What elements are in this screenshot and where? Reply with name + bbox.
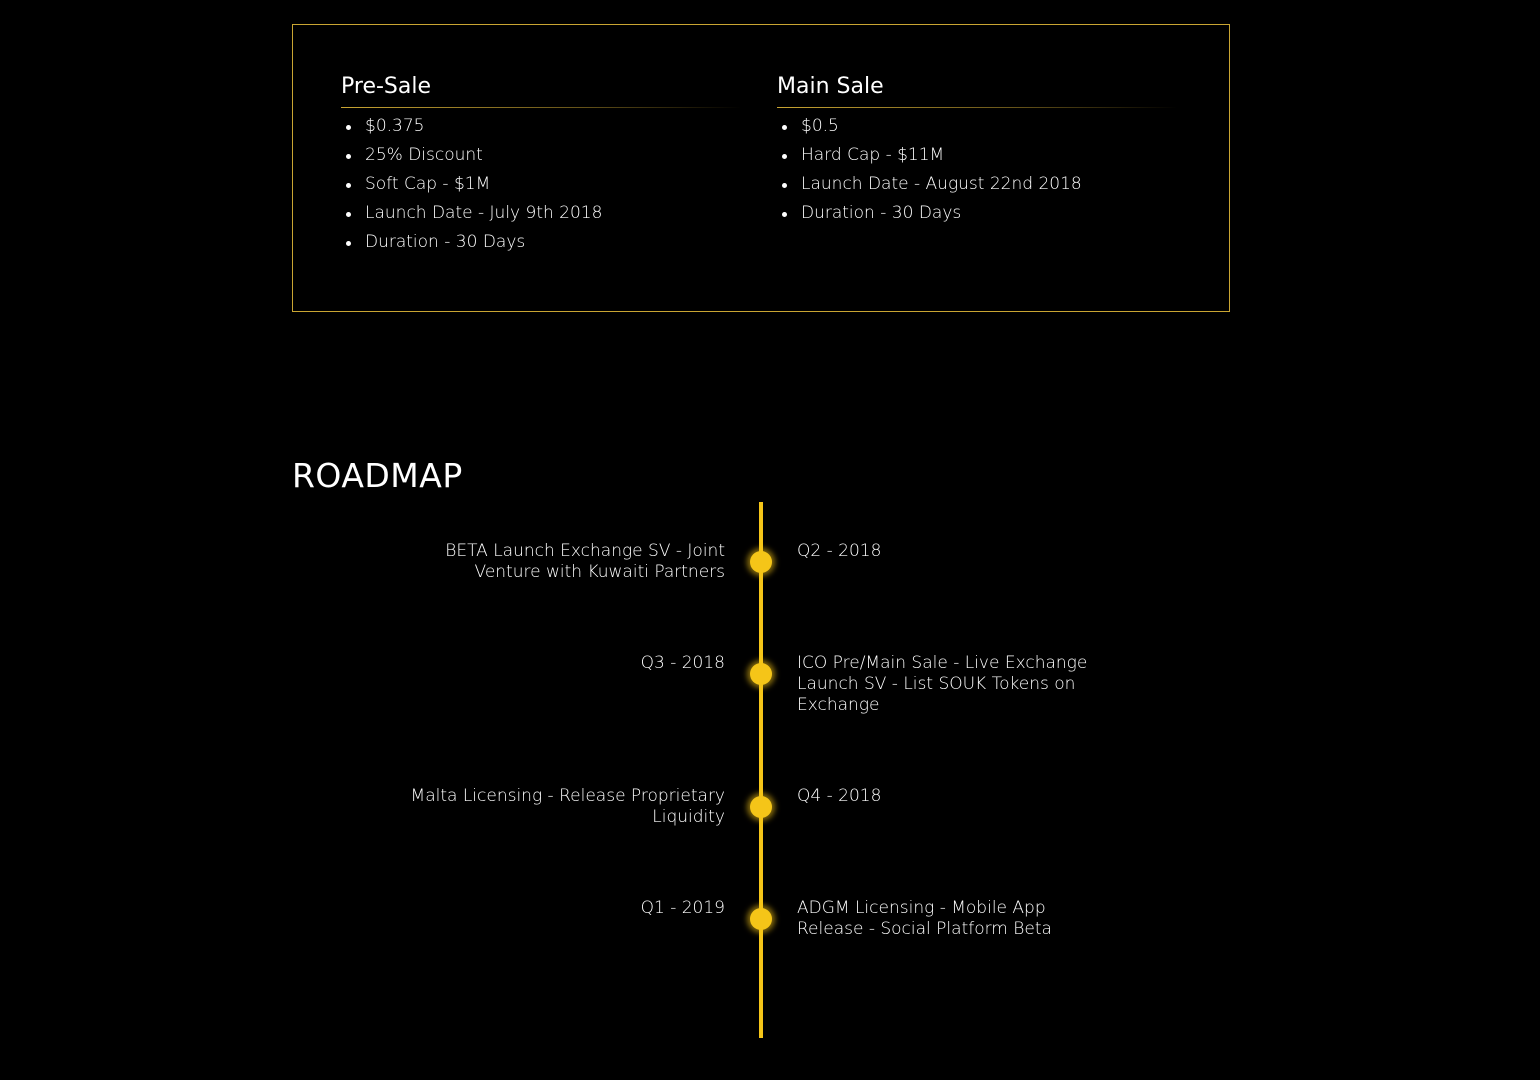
presale-item-duration: Duration - 30 Days [341, 228, 741, 257]
presale-list [341, 112, 741, 257]
mainsale-item-duration: Duration - 30 Days [777, 199, 1177, 228]
mainsale-column [777, 73, 1177, 228]
mainsale-item-hard-cap: Hard Cap - $11M [777, 141, 1177, 170]
timeline-dot-2 [750, 663, 772, 685]
roadmap-entry-3-text: Malta Licensing - Release Proprietary Liquidity [410, 786, 725, 827]
roadmap-entry-2-text: ICO Pre/Main Sale - Live Exchange Launch SV - List SOUK Tokens on Exchange [797, 653, 1088, 715]
mainsale-list [777, 112, 1177, 228]
presale-divider [341, 107, 741, 108]
mainsale-divider [777, 107, 1177, 108]
timeline-line [759, 502, 763, 1038]
mainsale-item-launch-date: Launch Date - August 22nd 2018 [777, 170, 1177, 199]
presale-item-price: $0.375 [341, 112, 741, 141]
presale-title: Pre-Sale [341, 74, 432, 99]
timeline-dot-3 [750, 796, 772, 818]
roadmap-entry-1-text: BETA Launch Exchange SV - Joint Venture with Kuwaiti Partners [445, 541, 725, 582]
timeline-dot-1 [750, 551, 772, 573]
timeline-dot-4 [750, 908, 772, 930]
roadmap-entry-4-text: ADGM Licensing - Mobile App Release - Social Platform Beta [797, 898, 1052, 939]
presale-column [341, 73, 741, 257]
presale-item-launch-date: Launch Date - July 9th 2018 [341, 199, 741, 228]
presale-item-soft-cap: Soft Cap - $1M [341, 170, 741, 199]
roadmap-entry-3-quarter: Q4 - 2018 [797, 786, 882, 806]
presale-item-discount: 25% Discount [341, 141, 741, 170]
sale-details-box [292, 24, 1230, 312]
mainsale-title: Main Sale [777, 74, 884, 99]
roadmap-entry-1-quarter: Q2 - 2018 [797, 541, 882, 561]
mainsale-item-price: $0.5 [777, 112, 1177, 141]
roadmap-entry-2-quarter: Q3 - 2018 [640, 653, 725, 673]
roadmap-title: ROADMAP [292, 456, 463, 495]
roadmap-entry-4-quarter: Q1 - 2019 [640, 898, 725, 918]
